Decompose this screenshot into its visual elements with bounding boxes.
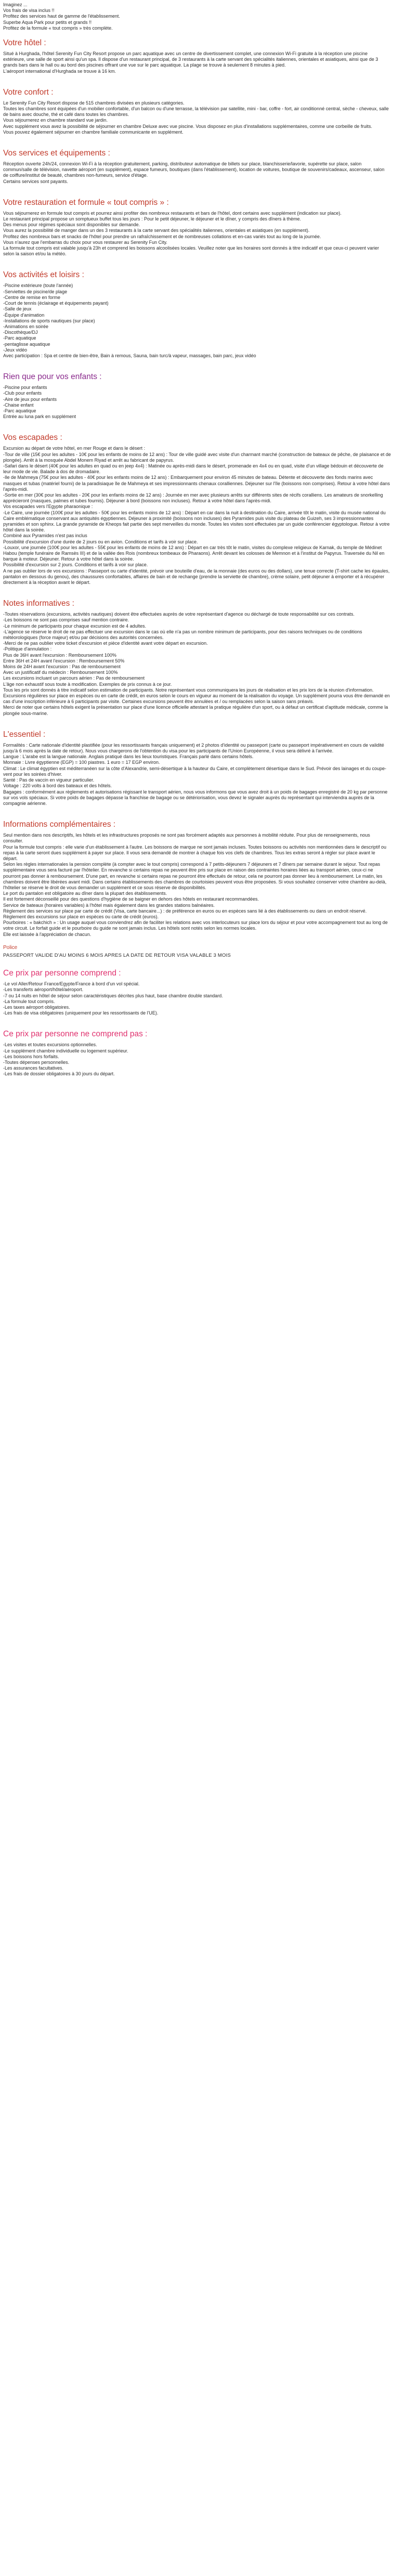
essential-paragraph: Santé : Pas de vaccin en vigueur particulier. <box>3 777 95 783</box>
services-section <box>3 149 391 185</box>
info-section <box>3 820 391 938</box>
notes-paragraph: -Politique d'annulation : <box>3 646 52 652</box>
notes-paragraph: -Toutes réservations (excursions, activités nautiques) doivent être effectuées auprès de votre représentant d'agence ou déchargé de toute responsabilité sur ces contrats. <box>3 612 354 617</box>
page <box>0 0 394 1077</box>
info-paragraph: Service de bateaux (horaires variables) à l'hôtel mais également dans les grandes stations balnéaires. <box>3 902 215 908</box>
list-item: -Les transferts aéroport/hôtel/aéroport. <box>3 987 84 993</box>
restaurant-paragraph: Vous n'aurez que l'embarras du choix pour vous restaurer au Serenity Fun City. <box>3 239 167 245</box>
list-item: -Piscine extérieure (toute l'année) <box>3 283 73 289</box>
essential-paragraph: Climat : Le climat égyptien est méditerranéen sur la côte d'Alexandrie, semi-désertique à la hauteur du Caire, et complètement désertique dans le Sud. Prévoir des lainages et du coupe-vent pour les soirées d'hiver. <box>3 765 387 777</box>
list-item: -Parc aquatique <box>3 408 36 413</box>
kids-title: Rien que pour vos enfants : <box>3 372 102 382</box>
list-item: -Parc aquatique <box>3 335 36 341</box>
services-paragraph: Réception ouverte 24h/24, connexion Wi-Fi à la réception gratuitement, parking, distributeur automatique de billets sur place, blanchisserie/lavorie, supérette sur place, salon commun/salle de télévision, navette aéroport (en supplément), espace fumeurs, boutiques (dans l'établissement), location de voitures, boutique de souvenirs/cadeaux, ascenseur, salon de coiffure/institut de beauté, chambres non-fumeurs, service d'étage. <box>3 161 385 178</box>
restaurant-paragraph: Profitez des nombreux bars et snacks de l'hôtel pour prendre un rafraîchissement et de nombreuses collations et en-cas variés tout au long de la journée. <box>3 233 321 239</box>
essential-paragraph: Langue : L'arabe est la langue nationale. Anglais pratiqué dans les lieux touristiques. Français parlé dans certains hôtels. <box>3 754 254 760</box>
notes-paragraph: Les excursions incluant un parcours aérien : Pas de remboursement <box>3 675 145 681</box>
activities-list <box>3 283 391 359</box>
list-item: -Toutes dépenses personnelles. <box>3 1060 70 1065</box>
info-paragraph: Seul mention dans nos descriptifs, les hôtels et les infrastructures proposés ne sont pas forcément adaptés aux personnes à mobilité réduite. Pour plus de renseignements, nous consulter. <box>3 832 370 844</box>
list-item: -Le supplément chambre individuelle ou logement supérieur. <box>3 1048 128 1053</box>
comfort-paragraph: Avec supplément vous avez la possibilité de séjourner en chambre Deluxe avec vue piscine. Vous disposez en plus d'installations supplémentaires, comme une corbeille de fruits. <box>3 123 372 129</box>
activities-title: Vos activités et loisirs : <box>3 270 84 280</box>
kids-section <box>3 372 391 420</box>
notes-title: Notes informatives : <box>3 599 74 608</box>
excursions-paragraph: -Le Caire, une journée (100€ pour les adultes - 50€ pour les enfants moins de 12 ans) : Départ en car dans la nuit à destination du Caire, arrivée tôt le matin, visite du musée national du Caire emblématique conservant aux antiquités égyptiennes. Déjeuner à proximité (boissons non incluses) des Pyramides puis visite du plateau de Guizeh, ses 3 impressionnantes pyramides et son sphinx. La grande pyramide de Kheops fait partie des sept merveilles du monde. Toutes les visites sont effectuées par un guide conférencier égyptologue. Retour à votre hôtel dans la soirée. <box>3 510 390 533</box>
essential-section <box>3 730 391 806</box>
list-item: -Club pour enfants <box>3 391 42 396</box>
excursions-paragraph: Possibilité d'excursion sur 2 jours. Conditions et tarifs à voir sur place. <box>3 562 148 568</box>
hotel-section <box>3 38 391 74</box>
included-list <box>3 981 391 1016</box>
restaurant-paragraph: Des menus pour régimes spéciaux sont disponibles sur demande. <box>3 222 140 228</box>
notes-paragraph: -Le minimum de participants pour chaque excursion est de 4 adultes. <box>3 623 147 629</box>
excursions-paragraph: Vos escapades vers l'Egypte pharaonique : <box>3 504 93 510</box>
essential-paragraph: Formalités : Carte nationale d'identité plastifiée (pour les ressortissants français uniquement) et 2 photos d'identité ou passeport (carte ou passeport impérativement en cours de validité jusqu'à 6 mois après la date de retour). Nous vous chargerons de l'obtention du visa pour les participants de l'Union Européenne, il vous sera délivré à l'arrivée. <box>3 742 384 754</box>
list-item: -Installations de sports nautiques (sur place) <box>3 318 95 323</box>
notes-paragraph: Entre 36H et 24H avant l'excursion : Remboursement 50% <box>3 658 125 663</box>
police-title: Police <box>3 944 18 951</box>
list-item: -Les taxes aéroport obligatoires. <box>3 1004 70 1010</box>
excursions-title: Vos escapades : <box>3 433 62 443</box>
essential-paragraph: Voltage : 220 volts à bord des bateaux et des hôtels. <box>3 783 112 789</box>
list-item: -Salle de jeux <box>3 306 32 312</box>
excursions-paragraph: Combiné aux Pyramides n'est pas inclus <box>3 533 87 539</box>
excursions-paragraph: -Louxor, une journée (100€ pour les adultes - 55€ pour les enfants de moins de 12 ans) : Départ en car très tôt le matin, visites du complexe religieux de Karnak, du temple de Médinet Habou (temple funéraire de Ramsès III) et de la vallée des Rois (nombreux tombeaux de Pharaons). Arrêt devant les colosses de Memnon et à l'institut de Papyrus. Traversée du Nil en barque à moteur. Déjeuner. Retour à votre hôtel dans la soirée. <box>3 544 385 562</box>
info-paragraph: Pour la formule tout compris : elle varie d'un établissement à l'autre. Les boissons de marque ne sont jamais incluses. Toutes boissons ou activités non mentionnées dans le descriptif ou repas à la carte seront dues supplément à payer sur place. Il vous sera demandé de montrer à chaque fois vos clefs de chambres. Tous les extras seront à régler sur place avant le départ. <box>3 844 387 861</box>
notes-paragraph: Tous les prix sont donnés à titre indicatif selon estimation de participants. Notre représentant vous communiquera les jours de réalisation et les prix lors de la réunion d'information. Excursions régulières sur place en espèces ou en carte de crédit, en euros selon le cours en vigueur au moment de la réalisation du voyage. Un supplément pourra vous être demandé en cas d'une inscription inférieure à 6 participants par visite. Certaines excursions peuvent être annulées et / ou remplacées selon la saison sans préavis. <box>3 687 390 705</box>
list-item: -Court de tennis (éclairage et équipements payant) <box>3 301 109 306</box>
restaurant-title: Votre restauration et formule « tout compris » : <box>3 198 169 207</box>
list-item: -Les frais de visa obligatoires (uniquement pour les ressortissants de l'UE). <box>3 1010 159 1016</box>
hotel-paragraph: Situé à Hurghada, l'hôtel Serenity Fun City Resort propose un parc aquatique avec un centre de divertissement complet, une connexion Wi-Fi gratuite à la réception une piscine extérieure, une salle de sport ainsi qu'un spa. Il dispose d'un restaurant principal, de 3 restaurants à la carte servant des spécialités italiennes, orientales et asiatiques, ainsi que de 3 grands bars dans le hall ou au bord des piscines offrant une vue sur le parc aquatique. La plage se trouve à seulement 8 minutes à pied. <box>3 51 378 68</box>
police-text: PASSEPORT VALIDE D'AU MOINS 6 MOIS APRES LA DATE DE RETOUR VISA VALABLE 3 MOIS <box>3 952 231 958</box>
essential-paragraph: Monnaie : Livre égyptienne (EGP) = 100 piastres. 1 euro = 17 EGP environ. <box>3 760 160 765</box>
list-item: -Chaise enfant <box>3 402 34 408</box>
included-section <box>3 969 391 1016</box>
notes-section <box>3 599 391 717</box>
intro-line: Profitez des services haut de gamme de l'établissement. <box>3 14 120 19</box>
list-item: Avec participation : Spa et centre de bien-être, Bain à remous, Sauna, bain turc/à vapeur, massages, bain parc, jeux vidéo <box>3 353 256 358</box>
list-item: -Équipe d'animation <box>3 312 45 318</box>
info-paragraph: Pourboires : « bakchich » : Un usage auquel vous conviendrez afin de faciliter les relations avec vos interlocuteurs sur place lors du séjour et pour votre accompagnement tout au long de votre circuit. Le forfait guide et le pourboire du guide ne sont jamais inclus. Les hôtels sont notés selon les normes locales. <box>3 920 388 931</box>
notes-paragraph: -Merci de ne pas oublier votre ticket d'excursion et pièce d'identité avant votre départ en excursion. <box>3 641 208 646</box>
list-item: -7 ou 14 nuits en hôtel de séjour selon caractéristiques décrites plus haut, base chambre double standard. <box>3 993 223 998</box>
list-item: -Les visites et toutes excursions optionnelles. <box>3 1042 97 1048</box>
services-title: Vos services et équipements : <box>3 149 110 158</box>
notes-paragraph: Merci de noter que certains hôtels exigent la présentation sur place d'une licence officielle attestant la pratique régulière d'un sport, ou à défaut un certificat d'aptitude médicale, comme la plongée sous-marine. <box>3 705 388 716</box>
info-paragraph: Elle est laissée à l'appréciation de chacun. <box>3 931 91 937</box>
info-paragraph: Règlement des services sur place par carte de crédit (Visa, carte bancaire...) : de préférence en euros ou en espèces sans lié à des établissements ou dans un endroit réservé. <box>3 908 367 914</box>
info-paragraph: Selon les règles internationales la pension complète (à compter avec le tout compris) correspond à 7 petits-déjeuners 7 déjeuners et 7 dîners par semaine durant le séjour. Tout repas supplémentaire vous sera facturé par l'hôtelier. En revanche si certains repas ne peuvent être pris sur place en raison des contraintes horaires liées au transport aérien, ceux-ci ne pourront pas donner à remboursement. D'une part, en revanche si certains repas ne pourront être effectués de retour, cela ne pourront pas donner lieu à remboursement. Le matin, les chambres doivent être libérées avant midi. Dans certains établissements des chambres de courtoisies peuvent vous être proposées. Si vous souhaitez conserver votre chambre au-delà, l'hôtelier se réserve le droit de vous demander un supplément et ce sous réserve de disponibilités. <box>3 862 387 890</box>
comfort-paragraph: Vous séjournerez en chambre standard vue jardin. <box>3 118 108 123</box>
excluded-title: Ce prix par personne ne comprend pas : <box>3 1030 148 1039</box>
list-item: -Jeux vidéo <box>3 347 28 353</box>
excursions-paragraph: -Sortie en mer (30€ pour les adultes - 20€ pour les enfants moins de 12 ans) : Journée en mer avec plusieurs arrêts sur différents sites de récifs coralliens. Les amateurs de snorkelling apprécieront (masques, palmes et tubes fournis). Déjeuner à bord (boissons non incluses). Retour à votre hôtel dans l'après-midi. <box>3 492 383 504</box>
restaurant-paragraph: Vous séjournerez en formule tout compris et pourrez ainsi profiter des nombreux restaurants et bars de l'hôtel, dont certains avec supplément (indication sur place). <box>3 210 342 216</box>
comfort-section <box>3 88 391 135</box>
hotel-paragraph: L'aéroport international d'Hurghada se trouve à 16 km. <box>3 68 116 74</box>
excursions-paragraph: Excursion au départ de votre hôtel, en mer Rouge et dans le désert : <box>3 446 146 451</box>
info-paragraph: Le port du pantalon est obligatoire au dîner dans la plupart des établissements. <box>3 891 167 896</box>
activities-section <box>3 270 391 359</box>
excursions-paragraph: -Tour de ville (15€ pour les adultes - 10€ pour les enfants de moins de 12 ans) : Tour de ville guidé avec visite d'un charmant marché (construction de bateaux de pêche, de plaisance et de plongée). Arrêt à la mosquée Abdel Monem Riyad et arrêt au fabricant de papyrus. <box>3 451 391 463</box>
included-title: Ce prix par personne comprend : <box>3 969 121 978</box>
info-paragraph: Il est fortement déconseillé pour des questions d'hygiène de se baigner en dehors des hôtels en restaurant recommandées. <box>3 896 259 902</box>
excursions-paragraph: A ne pas oublier lors de vos excursions : Passeport ou carte d'identité, prévoir une bouteille d'eau, de la monnaie (des euros ou des dollars), une tenue correcte (T-shirt cache les épaules, pantalon en dessous du genou), des chaussures confortables, affaires de bain et de rechange (prendre la serviette de chambre), crème solaire, petit déjeuner à emporter et à récupérer directement à la réception avant le départ. <box>3 568 390 586</box>
intro-line: Imaginez ... <box>3 2 28 7</box>
excluded-section <box>3 1030 391 1077</box>
intro-line: Superbe Aqua Park pour petits et grands !! <box>3 19 92 25</box>
notes-paragraph: -Les boissons ne sont pas comprises sauf mention contraire. <box>3 617 129 623</box>
list-item: -pentaglisse aquatique <box>3 341 50 347</box>
list-item: -Aire de jeux pour enfants <box>3 396 57 402</box>
excursions-paragraph: -Safari dans le désert (40€ pour les adultes en quad ou en jeep 4x4) : Matinée ou après-midi dans le désert, promenade en 4x4 ou en quad, visite d'un village bédouin et découverte de leur mode de vie. Balade à dos de dromadaire. <box>3 463 384 475</box>
restaurant-paragraph: Le restaurant principal propose un somptueux buffet tous les jours : Pour le petit déjeuner, le déjeuner et le dîner, y compris des dîners à thème. <box>3 216 301 222</box>
police-section <box>3 945 391 958</box>
notes-paragraph: L'âge non exhaustif sous toute à modification. Exemples de prix connus à ce jour. <box>3 681 172 687</box>
intro-block <box>3 0 391 31</box>
list-item: -Piscine pour enfants <box>3 385 47 391</box>
list-item: -Les assurances facultatives. <box>3 1065 64 1071</box>
info-paragraph: Règlement des excursions sur place en espèces ou carte de crédit (euros). <box>3 914 159 919</box>
kids-list <box>3 385 391 420</box>
comfort-paragraph: Vous pouvez également séjourner en chambre familiale communicante en supplément. <box>3 129 183 135</box>
list-item: -Les frais de dossier obligatoires à 30 jours du départ. <box>3 1071 115 1077</box>
list-item: Entrée au luna park en supplément <box>3 414 76 420</box>
restaurant-paragraph: La formule tout compris est valable jusqu'à 23h et comprend les boissons alcoolisées locales. Veuillez noter que les horaires sont donnés à titre indicatif et que ceux-ci peuvent varier selon la saison et/ou la météo. <box>3 245 379 257</box>
intro-line: Profitez de la formule « tout compris » très complète. <box>3 25 113 31</box>
restaurant-section <box>3 198 391 257</box>
hotel-title: Votre hôtel : <box>3 38 46 48</box>
essential-title: L'essentiel : <box>3 730 46 739</box>
comfort-paragraph: Toutes les chambres sont équipées d'un mobilier confortable, d'un balcon ou d'une terrasse, la télévision par satellite, mini - bar, coffre - fort, air conditionné central, sèche - cheveux, salle de bains avec douche, thé et café dans toutes les chambres. <box>3 106 389 118</box>
excursions-paragraph: -Ile de Mahmeya (75€ pour les adultes - 40€ pour les enfants moins de 12 ans) : Embarquement pour environ 45 minutes de bateau. Détente et découverte des fonds marins avec masques et tubas (matériel fourni) de la paradisiaque île de Mahmeya et ses impressionnants chenaux coralliennes. Déjeuner sur l'île (boissons non comprises). Retour à votre hôtel dans l'après-midi. <box>3 475 390 492</box>
list-item: -Le vol Aller/Retour France/Egypte/France à bord d'un vol spécial. <box>3 981 140 987</box>
restaurant-paragraph: Vous aurez la possibilité de manger dans un des 3 restaurants à la carte servant des spécialités italiennes, orientales et asiatiques (en supplément). <box>3 228 310 233</box>
excluded-list <box>3 1042 391 1077</box>
essential-paragraph: Bagages : conformément aux règlements et autorisations régissant le transport aérien, nous vous informons que vous avez droit à un poids de bagages enregistré de 20 kg par personne sur vos vols spéciaux. Si votre poids de bagages dépasse la franchise de bagage ou se détériorisation, vous devez le signaler auprès du représentant qui interviendra auprès de la compagnie aérienne. <box>3 789 388 806</box>
list-item: -Centre de remise en forme <box>3 294 61 300</box>
list-item: -Animations en soirée <box>3 323 49 329</box>
excursions-section <box>3 433 391 586</box>
list-item: -La formule tout compris. <box>3 998 55 1004</box>
intro-line: Vos frais de visa inclus !! <box>3 8 55 14</box>
list-item: -Les boissons hors forfaits. <box>3 1053 59 1059</box>
info-title: Informations complémentaires : <box>3 820 116 829</box>
excursions-paragraph: Possibilité d'excursion d'une durée de 2 jours ou en avion. Conditions et tarifs à voir sur place. <box>3 539 198 544</box>
comfort-title: Votre confort : <box>3 87 54 97</box>
notes-paragraph: Plus de 36H avant l'excursion : Remboursement 100% <box>3 652 116 658</box>
notes-paragraph: Avec un justificatif du médecin : Remboursement 100% <box>3 670 118 675</box>
services-paragraph: Certains services sont payants. <box>3 178 69 184</box>
notes-paragraph: Moins de 24H avant l'excursion : Pas de remboursement <box>3 664 121 670</box>
comfort-paragraph: Le Serenity Fun City Resort dispose de 515 chambres divisées en plusieurs catégories. <box>3 100 185 106</box>
notes-paragraph: -L'agence se réserve le droit de ne pas effectuer une excursion dans le cas où elle n'a pas un nombre minimum de participants, pour des raisons techniques ou de conditions météorologiques (force majeur) et/ou par décisions des autorités concernées. <box>3 629 362 641</box>
list-item: -Discothèque/DJ <box>3 330 38 335</box>
list-item: -Serviettes de piscine/de plage <box>3 289 68 294</box>
